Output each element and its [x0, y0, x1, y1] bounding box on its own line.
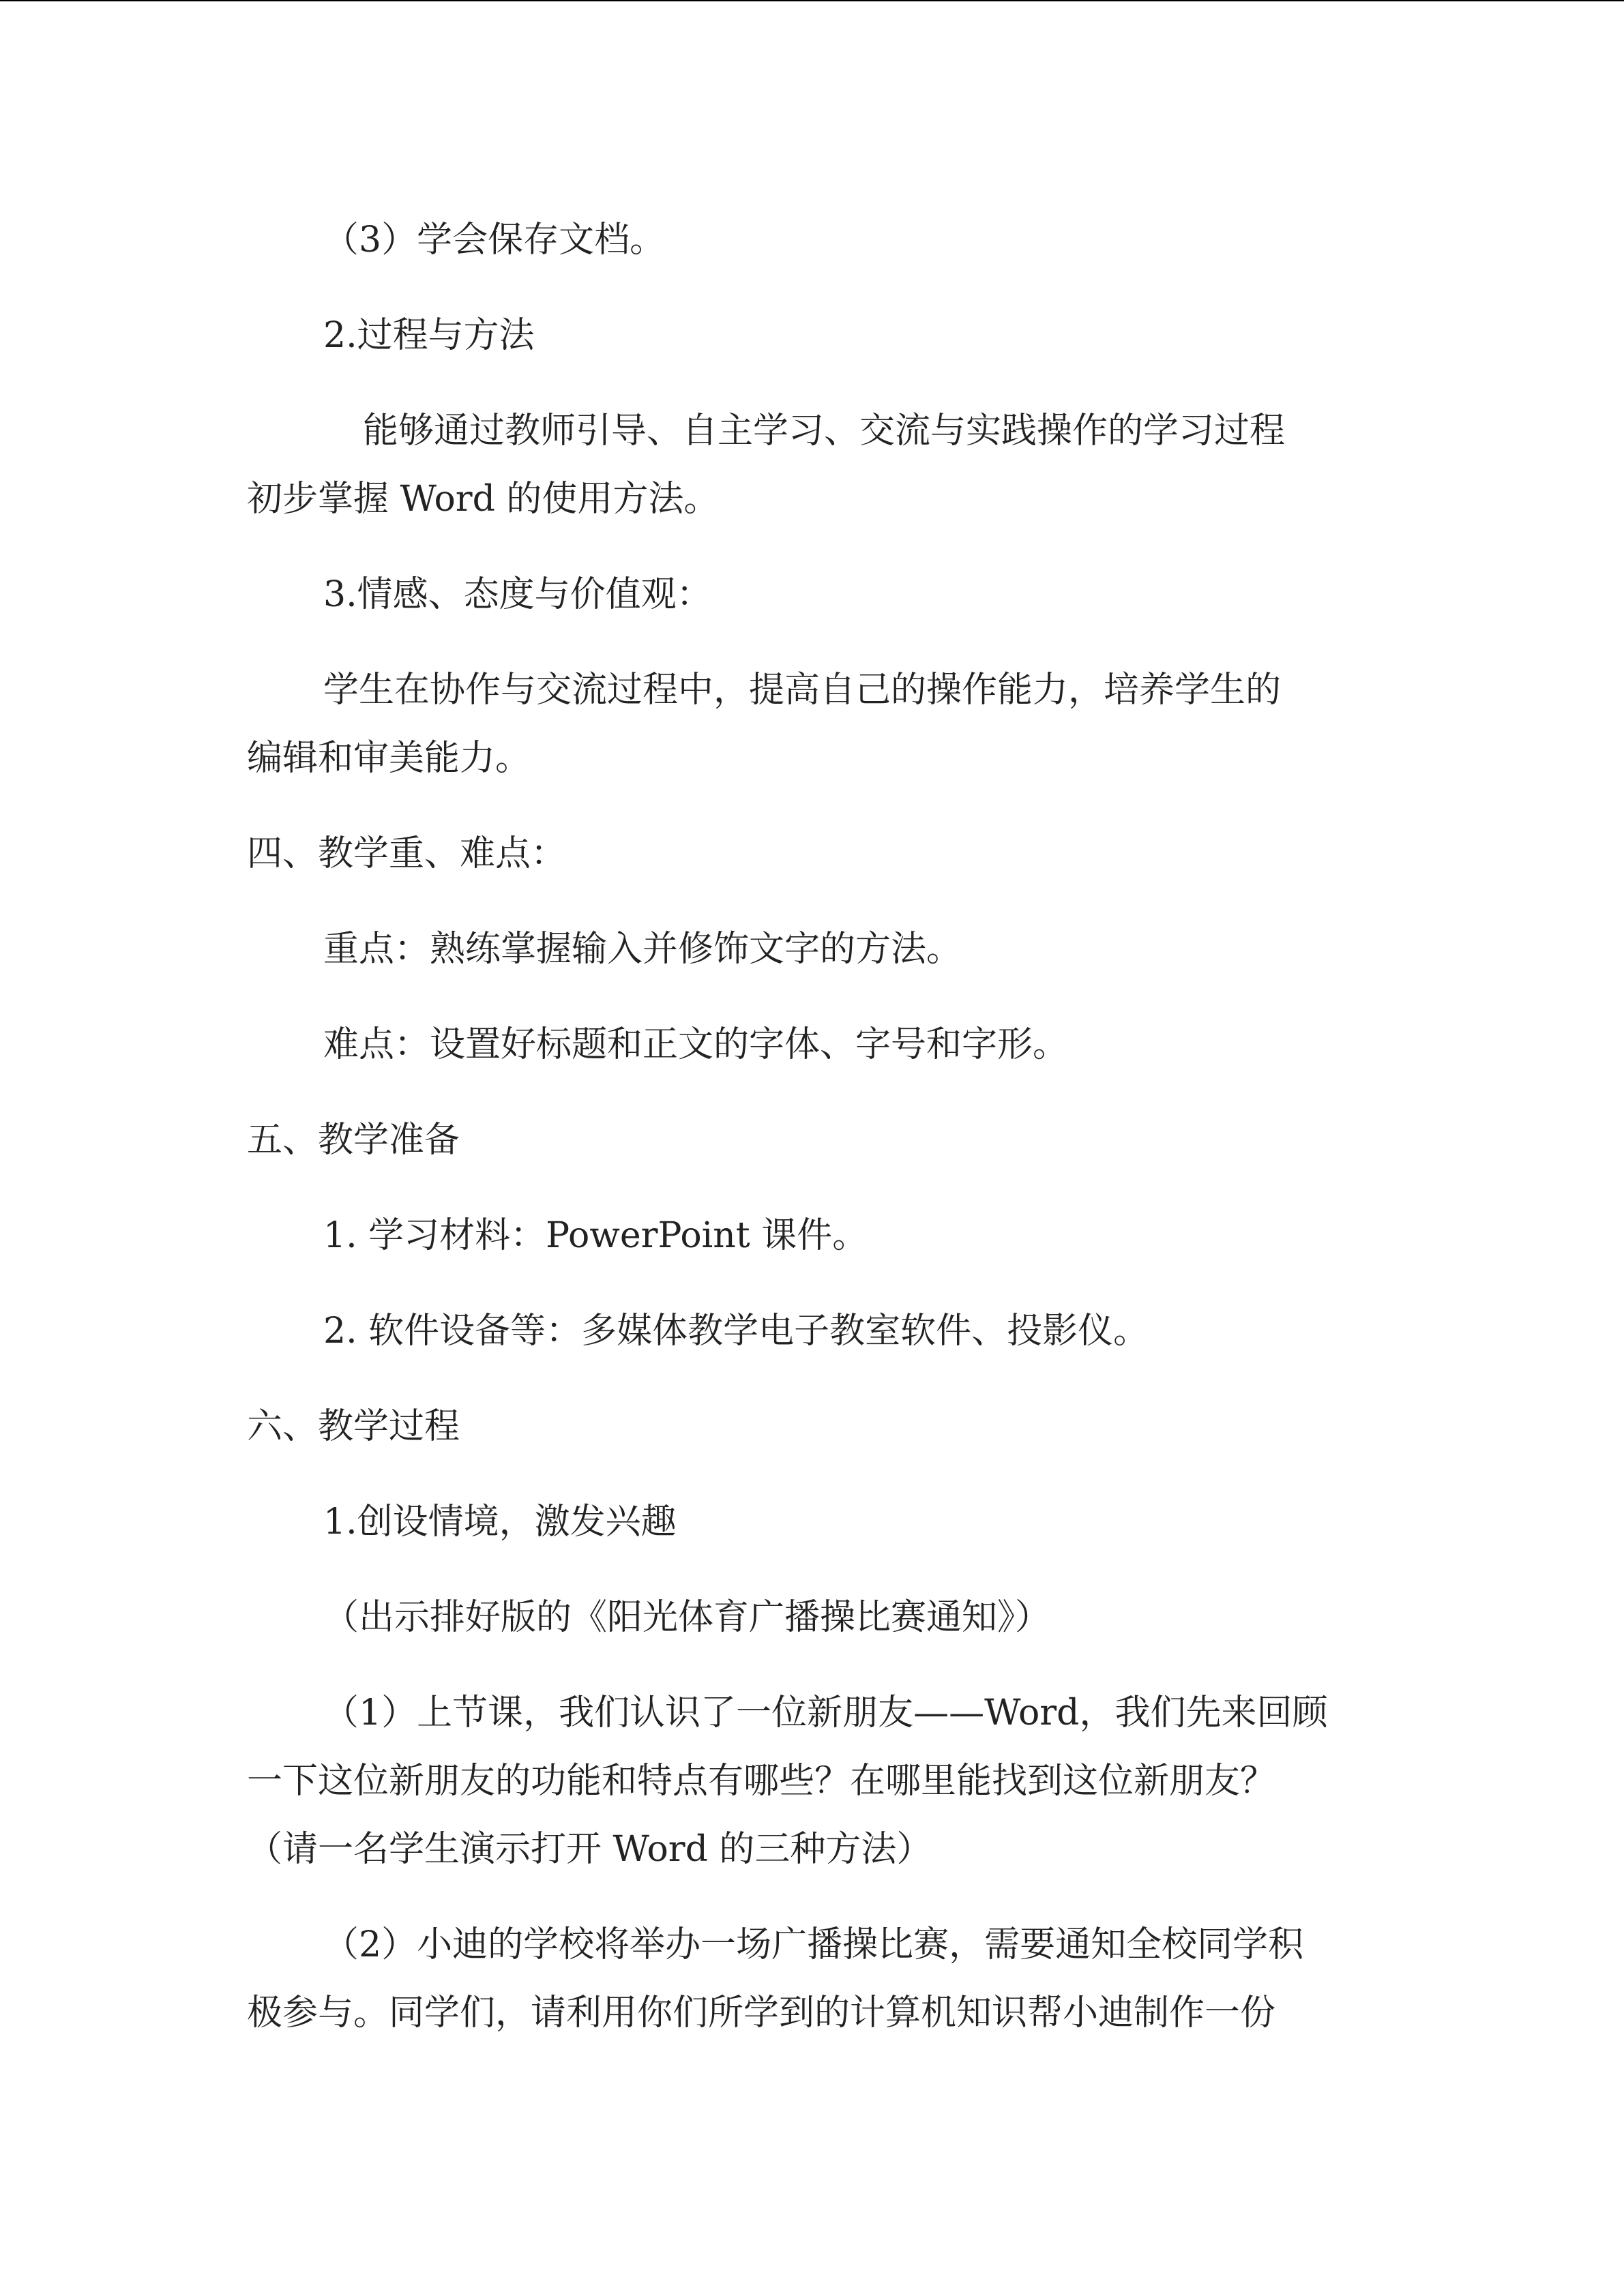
section-heading-key-points: 四、教学重、难点： [247, 833, 567, 874]
preparation-item-1: 1. 学习材料：PowerPoint 课件。 [323, 1215, 868, 1256]
process-note: （出示排好版的《阳光体育广播操比赛通知》） [323, 1597, 1051, 1638]
section-heading-preparation: 五、教学准备 [247, 1120, 460, 1161]
section-heading-teaching-process: 六、教学过程 [247, 1406, 460, 1447]
document-body [247, 206, 1379, 2047]
process-item-1-paragraph: （1）上节课，我们认识了一位新朋友——Word，我们先来回顾 一下这位新朋友的功能和特点有哪些？在哪里能找到这位新朋友？ （请一名学生演示打开 Word 的三种方法） [247, 1693, 1328, 1870]
process-step-1-heading: 1.创设情境，激发兴趣 [323, 1502, 677, 1542]
heading-process-and-method: 2.过程与方法 [323, 315, 535, 356]
key-point: 重点：熟练掌握输入并修饰文字的方法。 [323, 929, 962, 970]
process-method-paragraph: 能够通过教师引导、自主学习、交流与实践操作的学习过程 初步掌握 Word 的使用方法。 [247, 411, 1286, 520]
preparation-item-2: 2. 软件设备等：多媒体教学电子教室软件、投影仪。 [323, 1311, 1149, 1352]
process-item-2-paragraph: （2）小迪的学校将举办一场广播操比赛，需要通知全校同学积 极参与。同学们，请利用你们所学到的计算机知识帮小迪制作一份 [247, 1924, 1304, 2033]
objective-item-3: （3）学会保存文档。 [323, 220, 666, 260]
heading-emotion-attitude-values: 3.情感、态度与价值观： [323, 574, 712, 615]
emotion-paragraph: 学生在协作与交流过程中，提高自己的操作能力，培养学生的 编辑和审美能力。 [247, 670, 1282, 779]
difficult-point: 难点：设置好标题和正文的字体、字号和字形。 [323, 1024, 1069, 1065]
